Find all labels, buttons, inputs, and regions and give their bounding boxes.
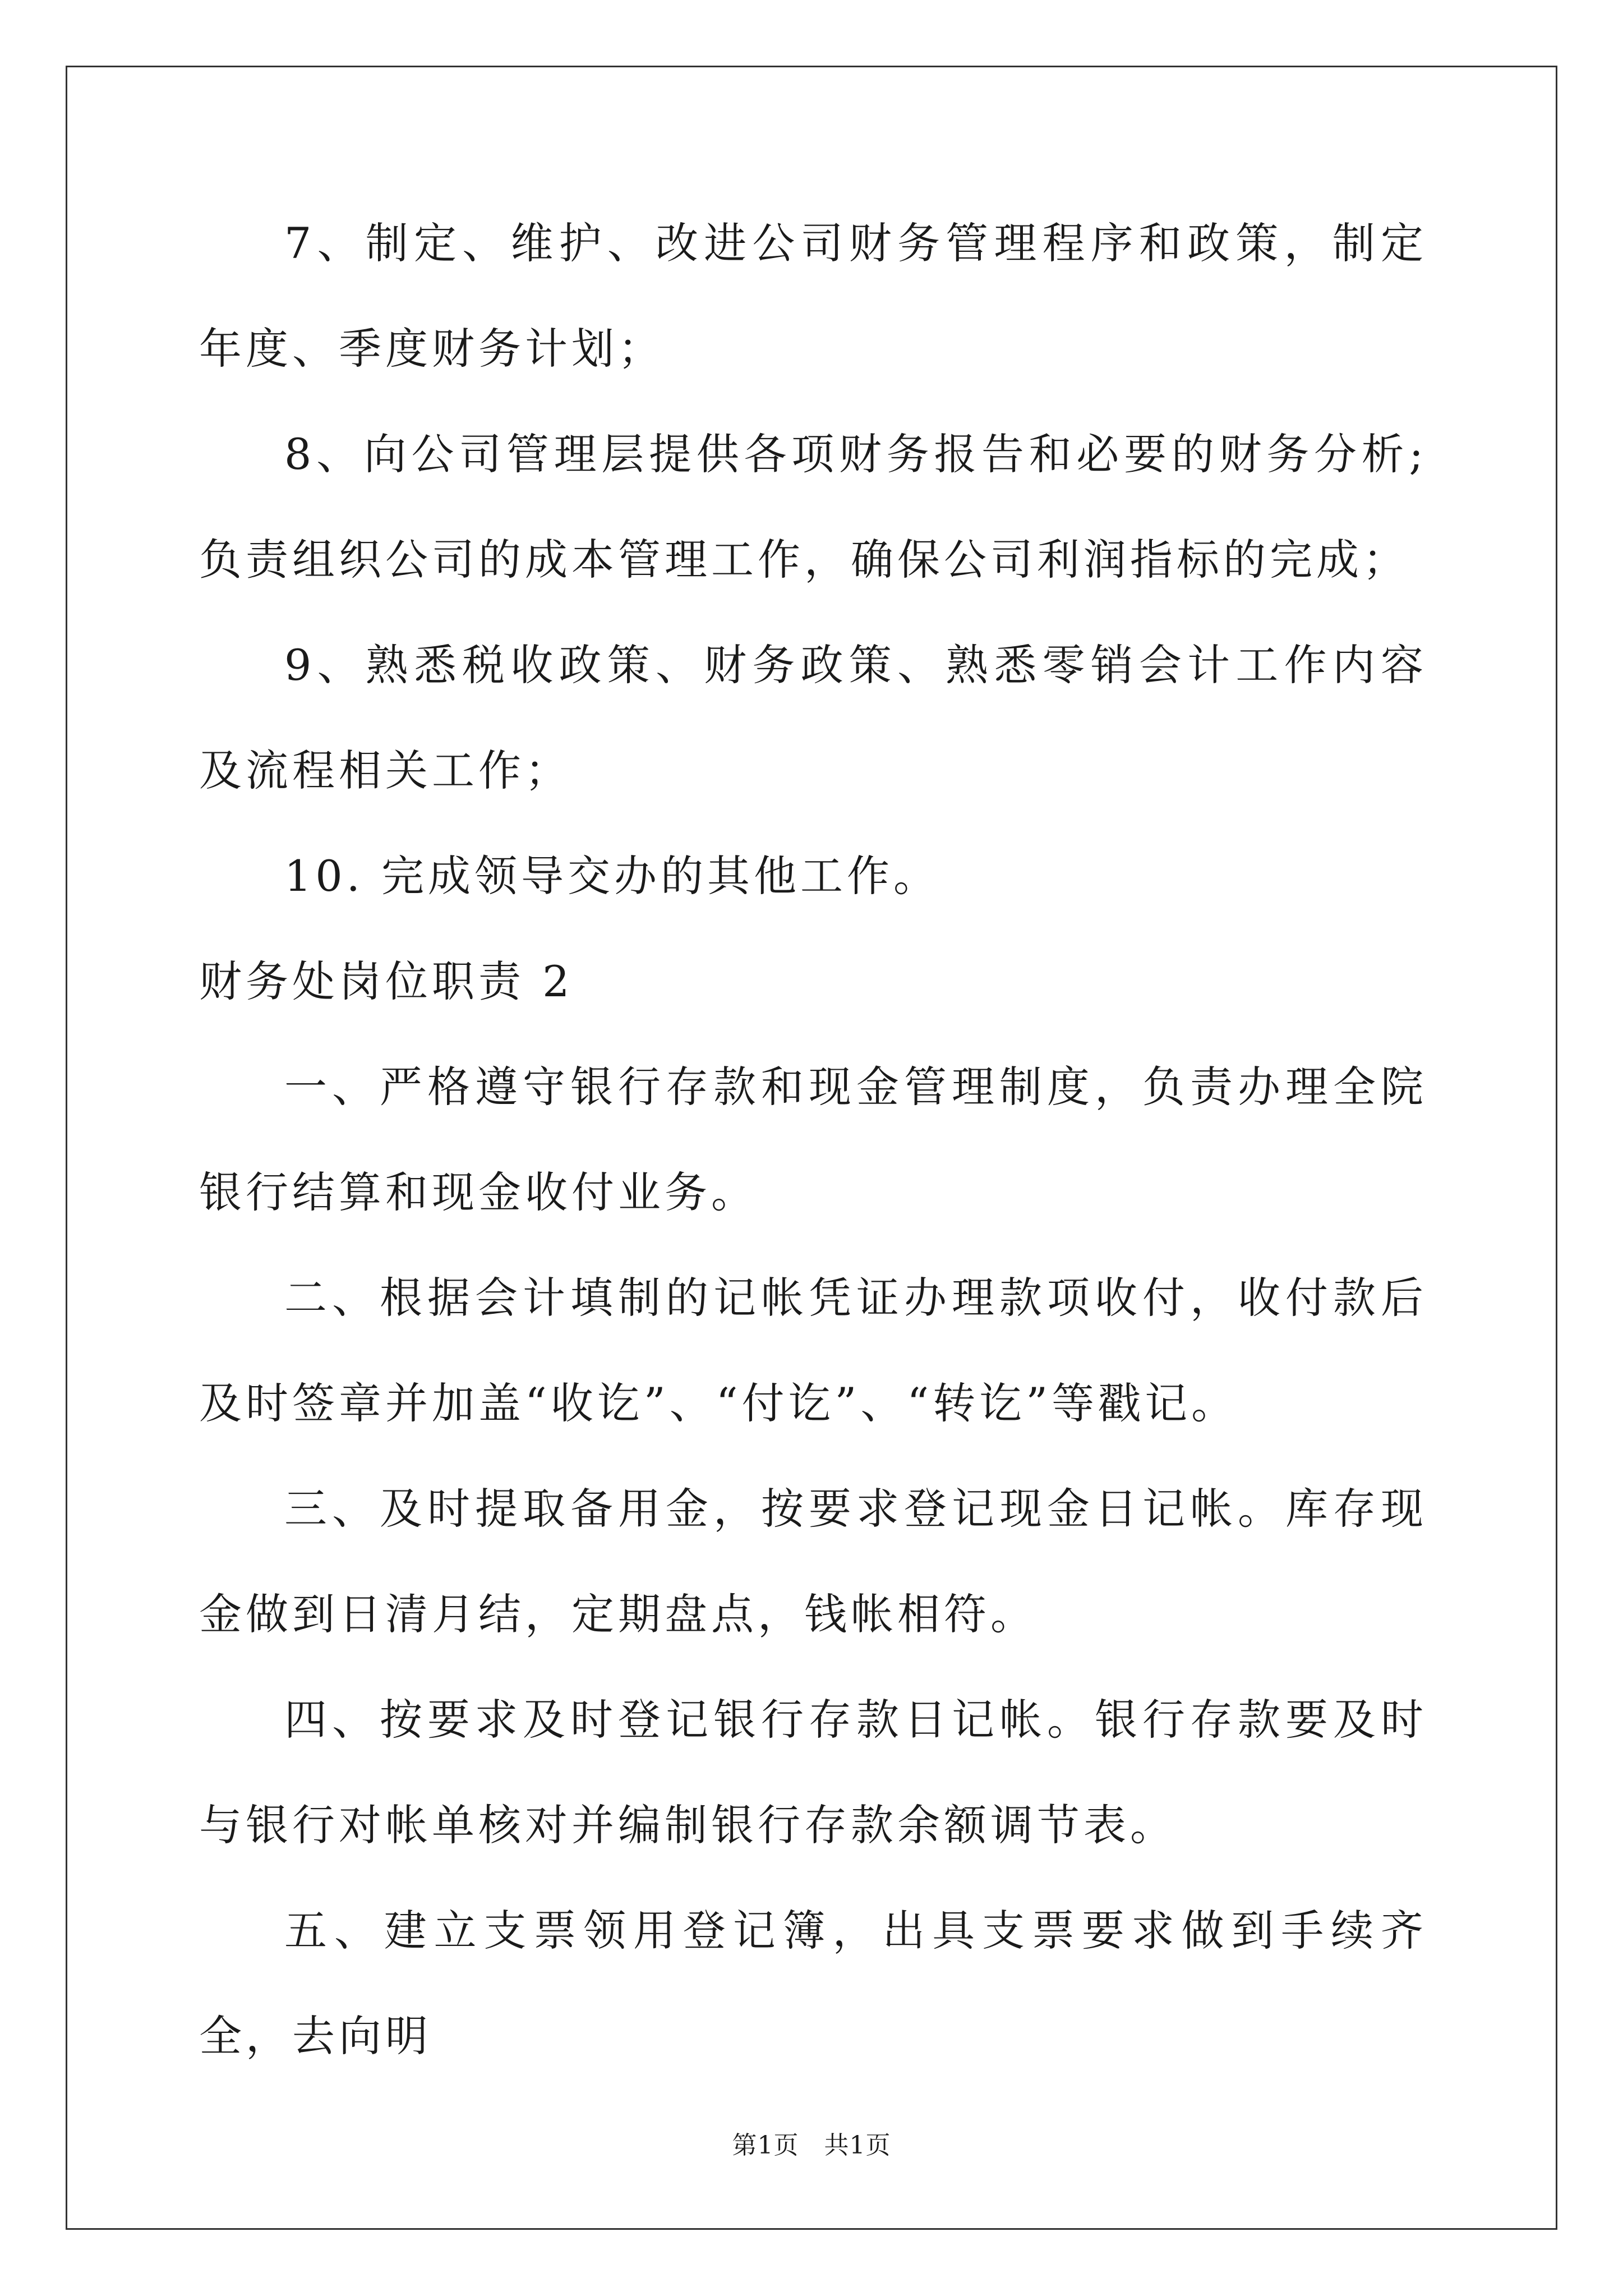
page-footer: 第1页 共1页 [732,2131,891,2160]
paragraph-three: 三、及时提取备用金，按要求登记现金日记帐。库存现金做到日清月结，定期盘点，钱帐相符。 [199,1484,1427,1639]
paragraph-9: 9、熟悉税收政策、财务政策、熟悉零销会计工作内容及流程相关工作； [199,640,1427,795]
paragraph-10: 10. 完成领导交办的其他工作。 [284,851,940,901]
paragraph-one: 一、严格遵守银行存款和现金管理制度，负责办理全院银行结算和现金收付业务。 [199,1062,1427,1217]
paragraph-two: 二、根据会计填制的记帐凭证办理款项收付，收付款后及时签章并加盖“收讫”、“付讫”、“转讫”等戳记。 [199,1273,1427,1428]
paragraph-8: 8、向公司管理层提供各项财务报告和必要的财务分析;负责组织公司的成本管理工作，确保公司利润指标的完成； [199,429,1427,585]
section-heading: 财务处岗位职责 2 [199,956,574,1006]
document-body [199,191,1427,2089]
paragraph-five: 五、建立支票领用登记簿，出具支票要求做到手续齐全，去向明 [199,1906,1427,2061]
paragraph-7: 7、制定、维护、改进公司财务管理程序和政策，制定年度、季度财务计划； [199,218,1427,374]
paragraph-four: 四、按要求及时登记银行存款日记帐。银行存款要及时与银行对帐单核对并编制银行存款余额调节表。 [199,1695,1427,1850]
